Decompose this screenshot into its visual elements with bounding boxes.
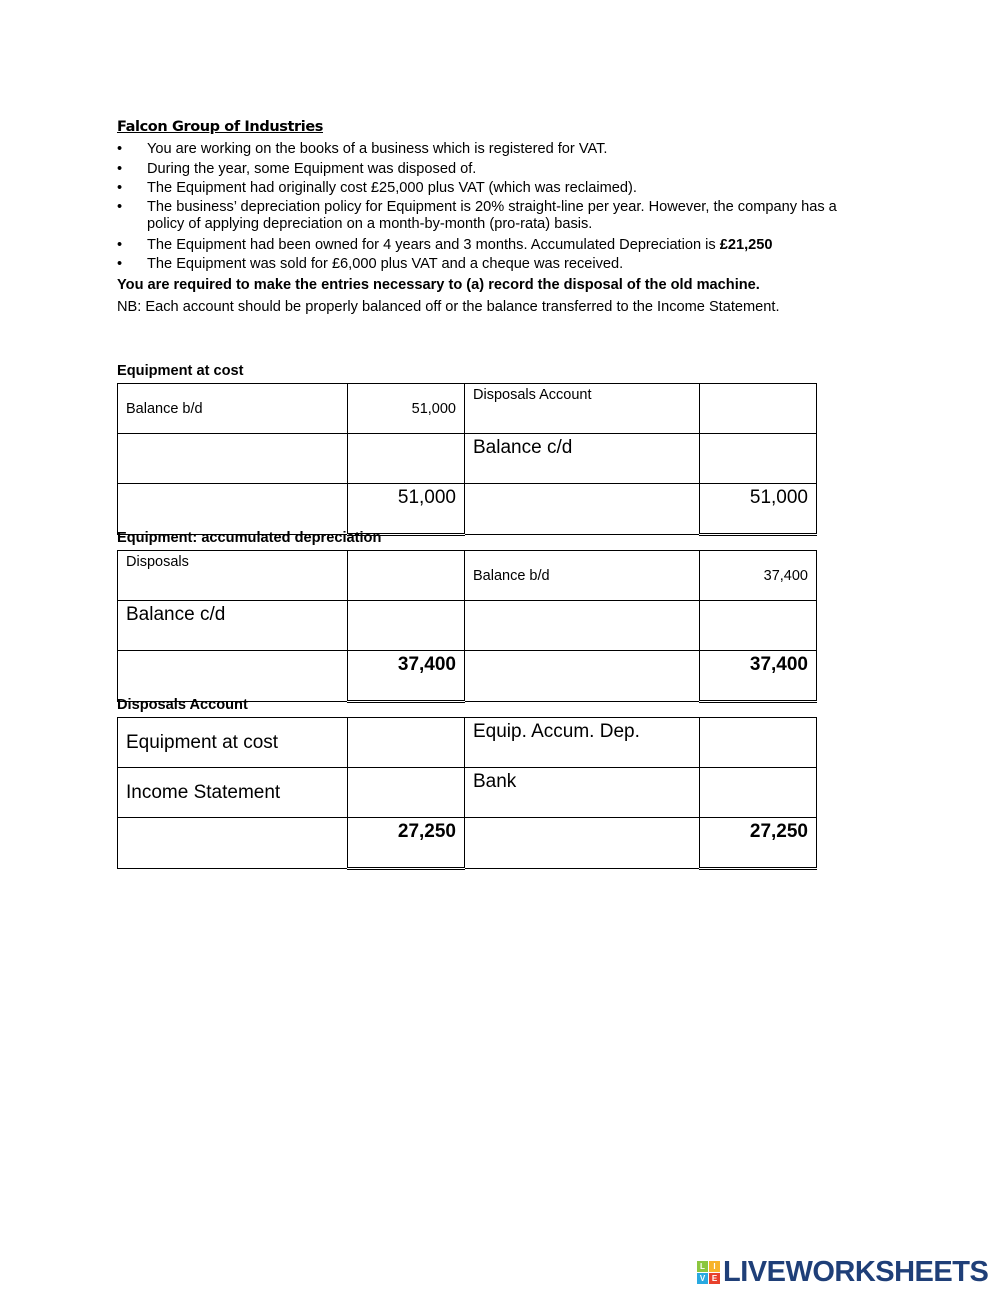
table-row — [118, 551, 817, 601]
liveworksheets-logo — [697, 1256, 988, 1289]
logo-letter: L — [697, 1261, 708, 1272]
answer-input[interactable] — [126, 438, 343, 480]
empty-cell — [465, 651, 700, 702]
dr-amount-cell[interactable] — [348, 551, 465, 601]
dr-label: Income Statement — [118, 768, 348, 818]
dr-amount-cell[interactable] — [348, 601, 465, 651]
accumulated-depreciation-value: £21,250 — [719, 236, 773, 253]
cr-total: 51,000 — [700, 484, 817, 535]
dr-label: Balance b/d — [118, 384, 348, 434]
cr-label: Balance c/d — [465, 434, 700, 484]
cr-amount-cell[interactable] — [700, 601, 817, 651]
table-row — [118, 718, 817, 768]
instruction-item: • The Equipment was sold for £6,000 plus VAT and a cheque was received. — [117, 255, 877, 275]
dr-amount: 51,000 — [348, 384, 465, 434]
cr-amount: 37,400 — [700, 551, 817, 601]
total-row — [118, 484, 817, 535]
equipment-account-title: Equipment at cost — [117, 363, 244, 379]
worksheet-title: Falcon Group of Industries — [117, 119, 323, 135]
empty-cell — [118, 484, 348, 535]
answer-input[interactable] — [708, 722, 812, 764]
cr-label: Disposals Account — [465, 384, 700, 434]
live-blocks-icon — [697, 1261, 720, 1284]
answer-input[interactable] — [356, 772, 460, 814]
cr-label: Equip. Accum. Dep. — [465, 718, 700, 768]
answer-input[interactable] — [708, 772, 812, 814]
empty-cell — [465, 818, 700, 869]
logo-text: LIVEWORKSHEETS — [723, 1256, 989, 1288]
dr-total: 37,400 — [348, 651, 465, 702]
answer-input[interactable] — [356, 605, 460, 647]
instructions-list — [117, 140, 877, 275]
dr-total: 51,000 — [348, 484, 465, 535]
dr-label: Equipment at cost — [118, 718, 348, 768]
dr-label: Disposals — [118, 551, 348, 601]
answer-input[interactable] — [473, 605, 695, 647]
cr-label: Bank — [465, 768, 700, 818]
note-text: NB: Each account should be properly balanced off or the balance transferred to the Income Statement. — [117, 299, 780, 315]
cr-label: Balance b/d — [465, 551, 700, 601]
logo-letter: V — [697, 1273, 708, 1284]
table-row — [118, 384, 817, 434]
logo-letter: I — [709, 1261, 720, 1272]
cr-amount-cell[interactable] — [700, 718, 817, 768]
logo-letter: E — [709, 1273, 720, 1284]
answer-input[interactable] — [356, 555, 460, 597]
cr-amount-cell[interactable] — [700, 768, 817, 818]
dr-amount-cell[interactable] — [348, 718, 465, 768]
answer-input[interactable] — [708, 605, 812, 647]
cr-total: 27,250 — [700, 818, 817, 869]
empty-cell — [118, 818, 348, 869]
instruction-item — [117, 236, 877, 256]
dr-label: Balance c/d — [118, 601, 348, 651]
table-row — [118, 768, 817, 818]
table-row — [118, 601, 817, 651]
instruction-item: • During the year, some Equipment was disposed of. — [117, 160, 877, 180]
answer-input[interactable] — [356, 438, 460, 480]
empty-cell — [465, 484, 700, 535]
requirement-text: You are required to make the entries necessary to (a) record the disposal of the old machine. — [117, 277, 760, 293]
empty-cell — [118, 651, 348, 702]
answer-input[interactable] — [356, 722, 460, 764]
dr-amount-cell[interactable] — [348, 434, 465, 484]
total-row — [118, 818, 817, 869]
dr-total: 27,250 — [348, 818, 465, 869]
disposals-account-title: Disposals Account — [117, 697, 248, 713]
total-row — [118, 651, 817, 702]
accumulated-depreciation-title: Equipment: accumulated depreciation — [117, 530, 382, 546]
instruction-item: • You are working on the books of a business which is registered for VAT. — [117, 140, 877, 160]
instruction-item: • The Equipment had originally cost £25,000 plus VAT (which was reclaimed). — [117, 179, 877, 199]
equipment-account-table — [117, 383, 817, 536]
cr-label-cell[interactable] — [465, 601, 700, 651]
accumulated-depreciation-table — [117, 550, 817, 703]
instruction-item: • The business’ depreciation policy for Equipment is 20% straight-line per year. However, the company has a policy of applying depreciation on a month-by-month (pro-rata) basis. — [117, 199, 877, 234]
disposals-account-table — [117, 717, 817, 870]
table-row — [118, 434, 817, 484]
cr-amount-cell[interactable] — [700, 384, 817, 434]
dr-label-cell[interactable] — [118, 434, 348, 484]
cr-total: 37,400 — [700, 651, 817, 702]
answer-input[interactable] — [708, 388, 812, 430]
cr-amount-cell[interactable] — [700, 434, 817, 484]
instruction-text: The Equipment had been owned for 4 years and 3 months. Accumulated Depreciation is — [147, 236, 720, 253]
answer-input[interactable] — [708, 438, 812, 480]
dr-amount-cell[interactable] — [348, 768, 465, 818]
